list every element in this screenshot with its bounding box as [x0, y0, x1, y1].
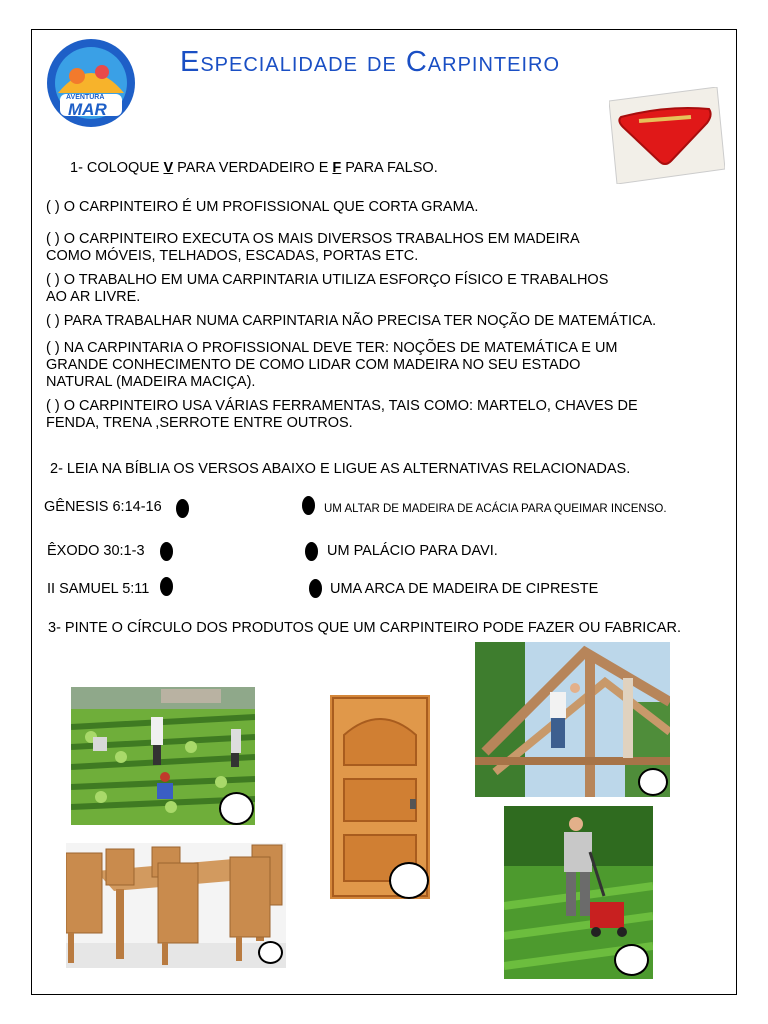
- statement-5-line2: GRANDE CONHECIMENTO DE COMO LIDAR COM MADEIRA NO SEU ESTADO: [46, 357, 581, 373]
- logo-text-mar: MAR: [68, 100, 107, 119]
- statement-3-bracket[interactable]: ( ): [46, 272, 60, 288]
- statement-4-text: PARA TRABALHAR NUMA CARPINTARIA NÃO PRECISA TER NOÇÃO DE MATEMÁTICA.: [63, 313, 657, 329]
- answer-altar-dot[interactable]: [302, 496, 315, 515]
- answer-altar: UM ALTAR DE MADEIRA DE ACÁCIA PARA QUEIMAR INCENSO.: [324, 503, 667, 515]
- section1-mid: PARA VERDADEIRO E: [173, 160, 333, 176]
- verse-samuel: II SAMUEL 5:11: [47, 581, 150, 597]
- verse-samuel-dot[interactable]: [160, 577, 173, 596]
- statement-3-line1: O TRABALHO EM UMA CARPINTARIA UTILIZA ESFORÇO FÍSICO E TRABALHOS: [63, 272, 609, 288]
- section1-heading: [70, 160, 438, 177]
- verse-exodo: ÊXODO 30:1-3: [47, 543, 145, 559]
- answer-palacio-dot[interactable]: [305, 542, 318, 561]
- answer-arca-dot[interactable]: [309, 579, 322, 598]
- verse-genesis-dot[interactable]: [176, 499, 189, 518]
- table-answer-circle[interactable]: [258, 941, 283, 964]
- logo-text-aventura: AVENTURA: [66, 94, 105, 101]
- dining-table-photo: [66, 843, 286, 968]
- verse-genesis: GÊNESIS 6:14-16: [44, 499, 162, 515]
- verse-exodo-dot[interactable]: [160, 542, 173, 561]
- section1-suffix: PARA FALSO.: [341, 160, 438, 176]
- statement-3-line2: AO AR LIVRE.: [46, 289, 141, 305]
- answer-palacio: UM PALÁCIO PARA DAVI.: [327, 543, 498, 559]
- statement-2-line1: O CARPINTEIRO EXECUTA OS MAIS DIVERSOS TRABALHOS EM MADEIRA: [63, 231, 580, 247]
- page-title: Especialidade de Carpinteiro: [180, 46, 561, 78]
- statement-5-line1: NA CARPINTARIA O PROFISSIONAL DEVE TER: NOÇÕES DE MATEMÁTICA E UM: [63, 340, 618, 356]
- statement-6: [46, 398, 638, 432]
- statement-6-bracket[interactable]: ( ): [46, 398, 60, 414]
- statement-2-bracket[interactable]: ( ): [46, 231, 60, 247]
- answer-arca: UMA ARCA DE MADEIRA DE CIPRESTE: [330, 581, 599, 597]
- statement-6-line1: O CARPINTEIRO USA VÁRIAS FERRAMENTAS, TAIS COMO: MARTELO, CHAVES DE: [63, 398, 638, 414]
- farm-answer-circle[interactable]: [219, 792, 254, 825]
- statement-1-bracket[interactable]: ( ): [46, 199, 60, 215]
- carpentry-badge-icon: [609, 87, 725, 184]
- statement-2: [46, 231, 580, 265]
- statement-1: [46, 199, 478, 216]
- roof-answer-circle[interactable]: [638, 768, 668, 796]
- section2-heading: 2- LEIA NA BÍBLIA OS VERSOS ABAIXO E LIGUE AS ALTERNATIVAS RELACIONADAS.: [50, 461, 631, 477]
- section3-heading: 3- PINTE O CÍRCULO DOS PRODUTOS QUE UM CARPINTEIRO PODE FAZER OU FABRICAR.: [48, 620, 681, 636]
- statement-3: [46, 272, 608, 306]
- statement-5-bracket[interactable]: ( ): [46, 340, 60, 356]
- statement-4: [46, 313, 656, 330]
- section1-f: F: [332, 160, 342, 176]
- statement-1-text: O CARPINTEIRO É UM PROFISSIONAL QUE CORTA GRAMA.: [63, 199, 479, 215]
- statement-5-line3: NATURAL (MADEIRA MACIÇA).: [46, 374, 256, 390]
- mower-answer-circle[interactable]: [614, 944, 649, 976]
- door-answer-circle[interactable]: [389, 862, 429, 899]
- statement-5: [46, 340, 618, 391]
- statement-6-line2: FENDA, TRENA ,SERROTE ENTRE OUTROS.: [46, 415, 353, 431]
- section1-v: V: [163, 160, 174, 176]
- statement-4-bracket[interactable]: ( ): [46, 313, 60, 329]
- section1-prefix: 1- COLOQUE: [70, 160, 164, 176]
- statement-2-line2: COMO MÓVEIS, TELHADOS, ESCADAS, PORTAS ETC.: [46, 248, 419, 264]
- aventura-mar-logo: [44, 38, 138, 128]
